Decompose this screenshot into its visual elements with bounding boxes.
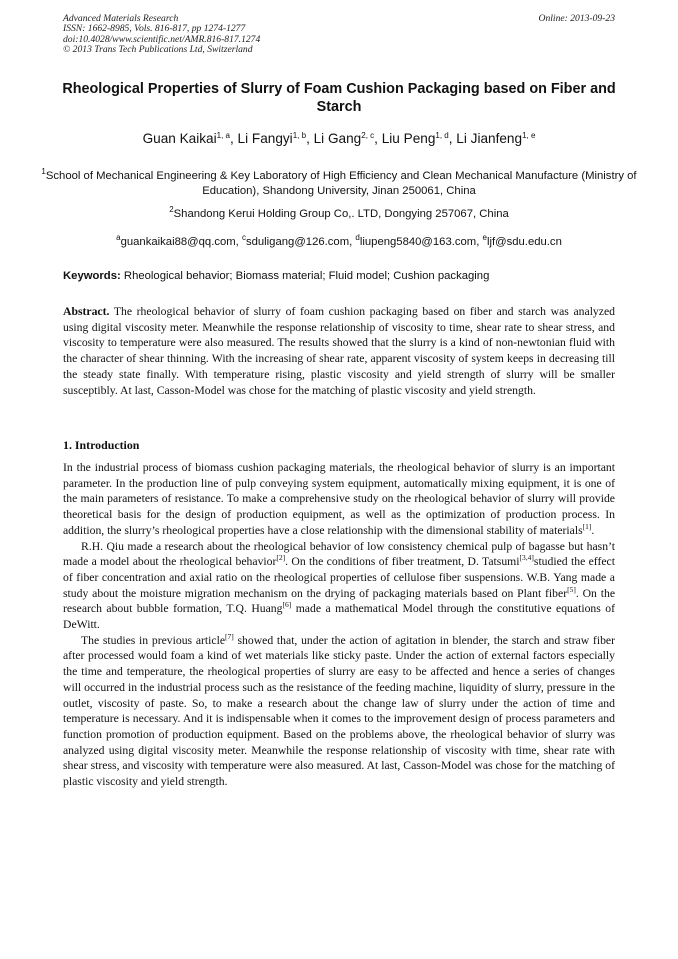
email-list: $^a$guankaikai88@qq.com, $^c$sduligang@126.com, $^d$liupeng5840@163.com, $^e$ljf@sdu.edu.cn bbox=[116, 233, 562, 248]
author: Liu Peng$^{1, d}$, bbox=[381, 131, 457, 146]
citation-ref[interactable]: [2] bbox=[276, 553, 286, 563]
email-link[interactable]: $^a$guankaikai88@qq.com bbox=[116, 233, 236, 248]
doi-line[interactable]: doi:10.4028/www.scientific.net/AMR.816-817.1274 bbox=[63, 33, 261, 45]
abstract-label: Abstract. bbox=[63, 305, 110, 318]
journal-header bbox=[63, 14, 615, 56]
keywords-text: Rheological behavior; Biomass material; Fluid model; Cushion packaging bbox=[120, 270, 490, 282]
citation-ref[interactable]: [6] bbox=[282, 600, 292, 610]
online-date: Online: 2013-09-23 bbox=[538, 13, 615, 24]
citation-ref[interactable]: [3,4] bbox=[519, 553, 534, 563]
affiliation-1: $^1$School of Mechanical Engineering & Key Laboratory of High Efficiency and Clean Mechanical Manufacture (Ministry of Education), Shandong University, Jinan 250061, China bbox=[41, 167, 637, 197]
author: Li Gang$^{2, c}$, bbox=[313, 131, 382, 146]
email-link[interactable]: $^c$sduligang@126.com bbox=[241, 233, 350, 248]
abstract-text: The rheological behavior of slurry of foam cushion packaging based on fiber and starch was analyzed using digital viscosity meter. Meanwhile the response relationship of viscosity to time, shear rate to shear stress, and viscosity to temperature were also measured. The results showed that the slurry is a kind of non-newtonian fluid with the character of shear thinning. With the increasing of shear rate, apparent viscosity of system keeps in decreasing till the steady state finally. With temperature rising, plastic viscosity and yield strength of slurry will be smaller susceptibly. At last, Casson-Model was chose for the matching of plastic viscosity and yield strength. bbox=[63, 305, 615, 397]
abstract bbox=[63, 304, 615, 398]
paragraph: The studies in previous article[7] showed that, under the action of agitation in blender, the starch and straw fiber after processed would foam a kind of wet materials like sticky paste. Under the action of external factors especially the time and temperature, the rheological properties of slurry are easy to be affected and hence a series of changes will occurred in the industrial process such as the resistance of the feeding machine, liquidity of slurry, pressure in the outlet, viscosity of paste. So, to make a research about the change law of slurry under the action of time and temperature is necessary. And it is indispensable when it comes to the improvement design of process parameters and function promotion of production equipment. Based on the problems above, the rheological behavior of slurry was analyzed using digital viscosity meter. Meanwhile the response relationship of viscosity with time, shear rate with shear stress, and viscosity with temperature were also measured. At last, Casson-Model was chose for the matching of plastic viscosity and yield strength. bbox=[63, 631, 615, 789]
citation-ref[interactable]: [5] bbox=[567, 584, 576, 594]
author-list bbox=[40, 130, 638, 147]
copyright-line: © 2013 Trans Tech Publications Ltd, Switzerland bbox=[63, 44, 253, 56]
keywords-label: Keywords: bbox=[63, 270, 121, 282]
introduction-body bbox=[63, 460, 615, 790]
email-link[interactable]: $^d$liupeng5840@163.com bbox=[355, 233, 477, 248]
citation-ref[interactable]: [7] bbox=[225, 631, 234, 641]
email-link[interactable]: $^e$ljf@sdu.edu.cn bbox=[482, 233, 562, 248]
paragraph: In the industrial process of biomass cushion packaging materials, the rheological behavior of slurry is an important parameter. In the production line of pulp conveying system equipment, automatically mixing equipment, it is one of the main parameters of resistance. To make a comprehensive study on the rheological behavior of slurry will provide theoretical basis for the design of production equipment, as well as the optimization of production process. In addition, the slurry’s rheological properties have a close relationship with the dimensional stability of materials[1]. bbox=[63, 461, 615, 537]
section-heading-introduction: 1. Introduction bbox=[63, 438, 140, 452]
author: Li Fangyi$^{1, b}$, bbox=[237, 131, 314, 146]
affiliation-2: $^2$Shandong Kerui Holding Group Co,. LTD, Dongying 257067, China bbox=[169, 205, 509, 220]
issn-line: ISSN: 1662-8985, Vols. 816-817, pp 1274-1277 bbox=[63, 23, 246, 35]
author: Guan Kaikai$^{1, a}$, bbox=[142, 131, 238, 146]
keywords bbox=[63, 269, 623, 284]
journal-name: Advanced Materials Research bbox=[63, 13, 179, 24]
paragraph: R.H. Qiu made a research about the rheological behavior of low consistency chemical pulp of bagasse but hasn’t made a model about the rheological behavior[2]. On the conditions of fiber treatment, D. Tatsumi[3,4]studied the effect of fiber concentration and axial ratio on the rheological properties of cellulose fiber suspensions. W.B. Yang made a study about the moisture migration mechanism on the drying of packaging materials based on Plant fiber[5]. On the research about bubble formation, T.Q. Huang[6] made a mathematical Model through the constitutive equations of DeWitt. bbox=[63, 539, 616, 632]
author: Li Jianfeng$^{1, e}$ bbox=[456, 131, 536, 146]
paper-title: Rheological Properties of Slurry of Foam Cushion Packaging based on Fiber and Starch bbox=[62, 81, 616, 115]
citation-ref[interactable]: [1] bbox=[582, 521, 592, 531]
